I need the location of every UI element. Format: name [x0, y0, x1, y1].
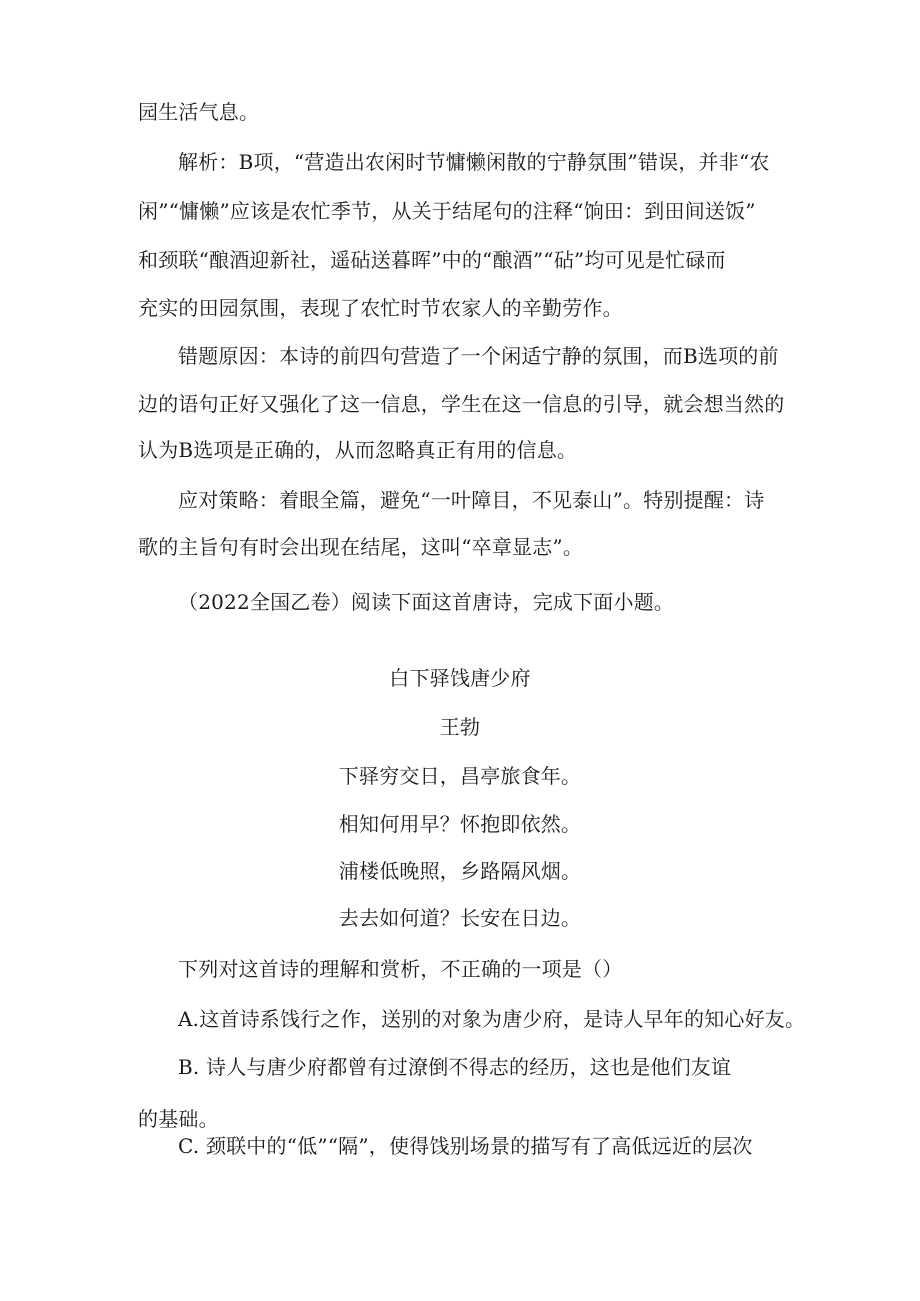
- exam-prompt: （2022全国乙卷）阅读下面这首唐诗，完成下面小题。: [178, 590, 675, 614]
- poem-verse: 浦楼低晚照，乡路隔风烟。: [338, 859, 582, 883]
- option-b: B. 诗人与唐少府都曾有过潦倒不得志的经历，这也是他们友谊: [178, 1055, 732, 1079]
- analysis-paragraph-line: 解析：B项，“营造出农闲时节慵懒闲散的宁静氛围”错误，并非“农: [178, 150, 770, 174]
- poem-verse: 去去如何道？长安在日边。: [338, 906, 582, 930]
- strategy-paragraph-line: 歌的主旨句有时会出现在结尾，这叫“卒章显志”。: [138, 535, 584, 559]
- strategy-paragraph-line: 应对策略：着眼全篇，避免“一叶障目，不见泰山”。特别提醒：诗: [178, 488, 765, 512]
- error-reason-paragraph-line: 边的语句正好又强化了这一信息，学生在这一信息的引导，就会想当然的: [138, 392, 785, 416]
- option-c: C. 颈联中的“低”“隔”，使得饯别场景的描写有了高低远近的层次: [178, 1134, 753, 1158]
- analysis-paragraph-line: 和颈联“酿酒迎新社，遥砧送暮晖”中的“酿酒”“砧”均可见是忙碌而: [138, 248, 726, 272]
- poem-verse: 相知何用早？怀抱即依然。: [338, 812, 582, 836]
- option-a: A.这首诗系饯行之作，送别的对象为唐少府，是诗人早年的知心好友。: [178, 1007, 806, 1031]
- error-reason-paragraph-line: 错题原因：本诗的前四句营造了一个闲适宁静的氛围，而B选项的前: [178, 344, 779, 368]
- poem-author: 王勃: [439, 715, 481, 739]
- question-stem: 下列对这首诗的理解和赏析，不正确的一项是（）: [178, 957, 623, 981]
- analysis-paragraph-line: 充实的田园氛围，表现了农忙时节农家人的辛勤劳作。: [138, 296, 623, 320]
- error-reason-paragraph-line: 认为B选项是正确的，从而忽略真正有用的信息。: [138, 438, 578, 462]
- option-b-continuation: 的基础。: [138, 1107, 219, 1131]
- poem-title: 白下驿饯唐少府: [389, 666, 531, 690]
- analysis-paragraph-line: 闲”“慵懒”应该是农忙季节，从关于结尾句的注释“饷田：到田间送饭”: [138, 199, 756, 223]
- poem-verse: 下驿穷交日，昌亭旅食年。: [338, 764, 582, 788]
- text-line: 园生活气息。: [138, 100, 260, 124]
